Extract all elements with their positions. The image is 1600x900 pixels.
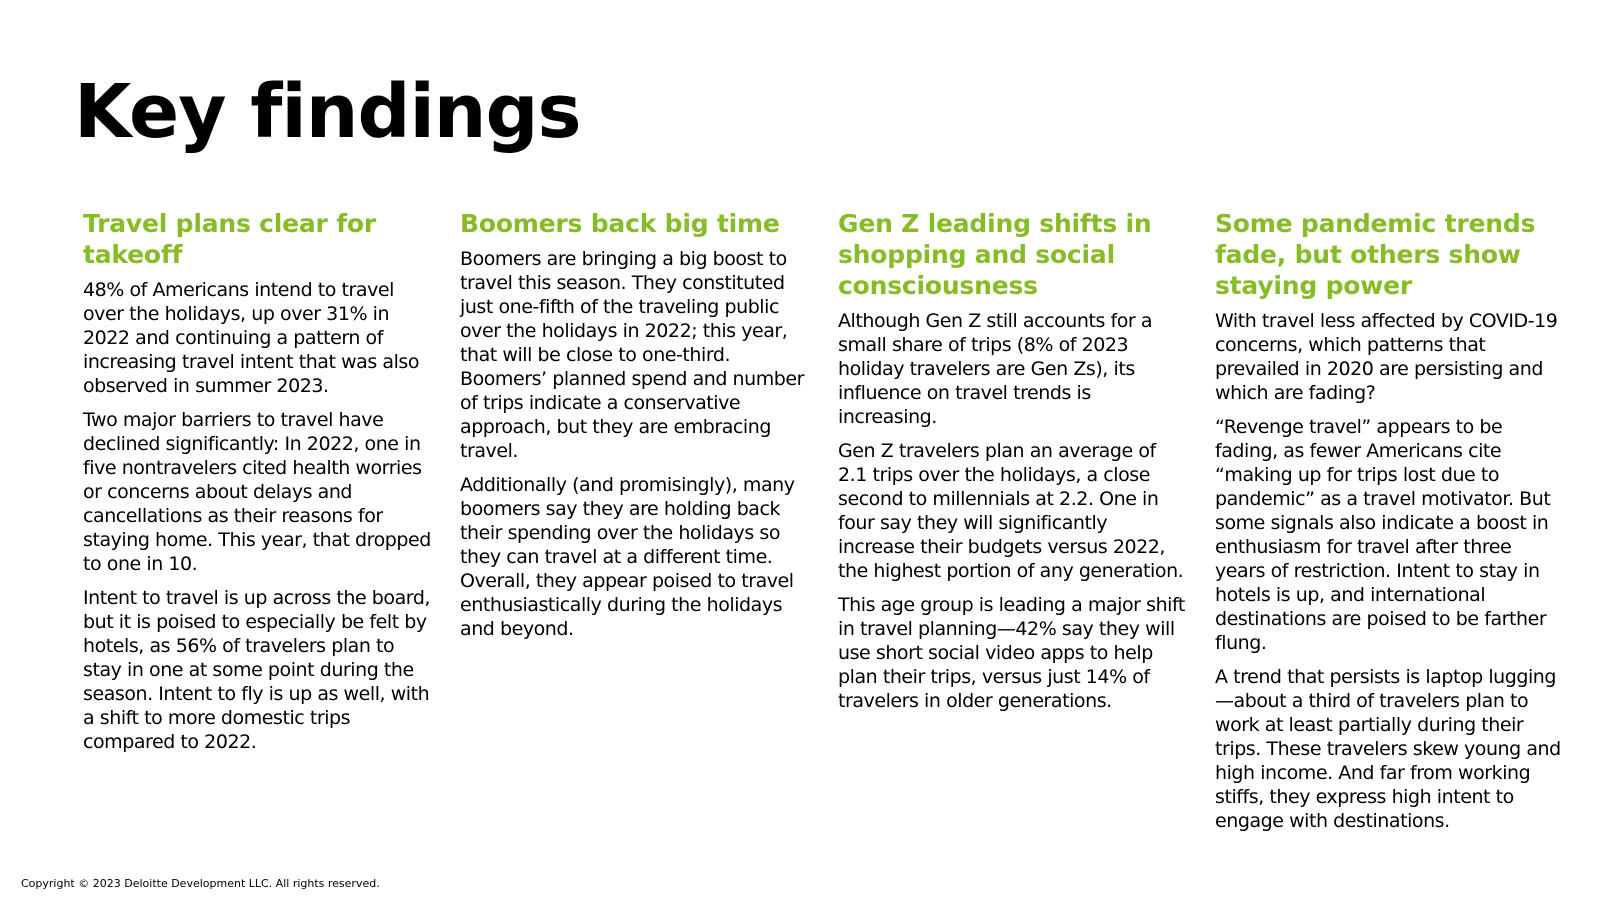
finding-column-pandemic-trends [1215, 208, 1565, 843]
column-paragraph: 48% of Americans intend to travel over the holidays, up over 31% in 2022 and continuing a pattern of increasing travel intent that was also observed in summer 2023. [83, 279, 420, 397]
column-paragraph: Boomers are bringing a big boost to travel this season. They constituted just one-fifth of the traveling public over the holidays in 2022; this year, that will be close to one-third. Boomers’ planned spend and number of trips indicate a conservative approach, but they are embracing travel. [460, 248, 805, 462]
column-heading: Gen Z leading shifts in shopping and social consciousness [838, 209, 1152, 300]
finding-column-boomers [460, 208, 810, 651]
copyright-notice: Copyright © 2023 Deloitte Development LLC. All rights reserved. [21, 877, 380, 890]
column-heading: Some pandemic trends fade, but others show staying power [1215, 209, 1536, 300]
column-paragraph: Two major barriers to travel have declined significantly: In 2022, one in five nontravelers cited health worries or concerns about delays and cancellations as their reasons for staying home. This year, that dropped to one in 10. [83, 409, 431, 575]
column-paragraph: Gen Z travelers plan an average of 2.1 trips over the holidays, a close second to millennials at 2.2. One in four say they will significantly increase their budgets versus 2022, the highest portion of any generation. [838, 440, 1184, 582]
page-title: Key findings [74, 69, 581, 155]
findings-columns [0, 208, 1600, 868]
column-heading: Travel plans clear for takeoff [83, 209, 376, 269]
column-heading: Boomers back big time [460, 209, 780, 238]
column-paragraph: A trend that persists is laptop lugging—about a third of travelers plan to work at least partially during their trips. These travelers skew young and high income. And far from working stiffs, they express high intent to engage with destinations. [1215, 666, 1561, 832]
column-paragraph: This age group is leading a major shift in travel planning—42% say they will use short social video apps to help plan their trips, versus just 14% of travelers in older generations. [838, 594, 1185, 712]
finding-column-travel-plans [83, 208, 433, 764]
finding-column-gen-z [838, 208, 1188, 723]
column-paragraph: Although Gen Z still accounts for a small share of trips (8% of 2023 holiday travelers are Gen Zs), its influence on travel trends is increasing. [838, 310, 1153, 428]
column-paragraph: “Revenge travel” appears to be fading, as fewer Americans cite “making up for trips lost due to pandemic” as a travel motivator. But some signals also indicate a boost in enthusiasm for travel after three years of restriction. Intent to stay in hotels is up, and international destinations are poised to be farther flung. [1215, 416, 1551, 654]
column-paragraph: Intent to travel is up across the board, but it is poised to especially be felt by hotels, as 56% of travelers plan to stay in one at some point during the season. Intent to fly is up as well, with a shift to more domestic trips compared to 2022. [83, 587, 431, 753]
column-paragraph: With travel less affected by COVID-19 concerns, which patterns that prevailed in 2020 are persisting and which are fading? [1215, 310, 1558, 404]
column-paragraph: Additionally (and promisingly), many boomers say they are holding back their spending over the holidays so they can travel at a different time. Overall, they appear poised to travel enthusiastically during the holidays and beyond. [460, 474, 795, 640]
